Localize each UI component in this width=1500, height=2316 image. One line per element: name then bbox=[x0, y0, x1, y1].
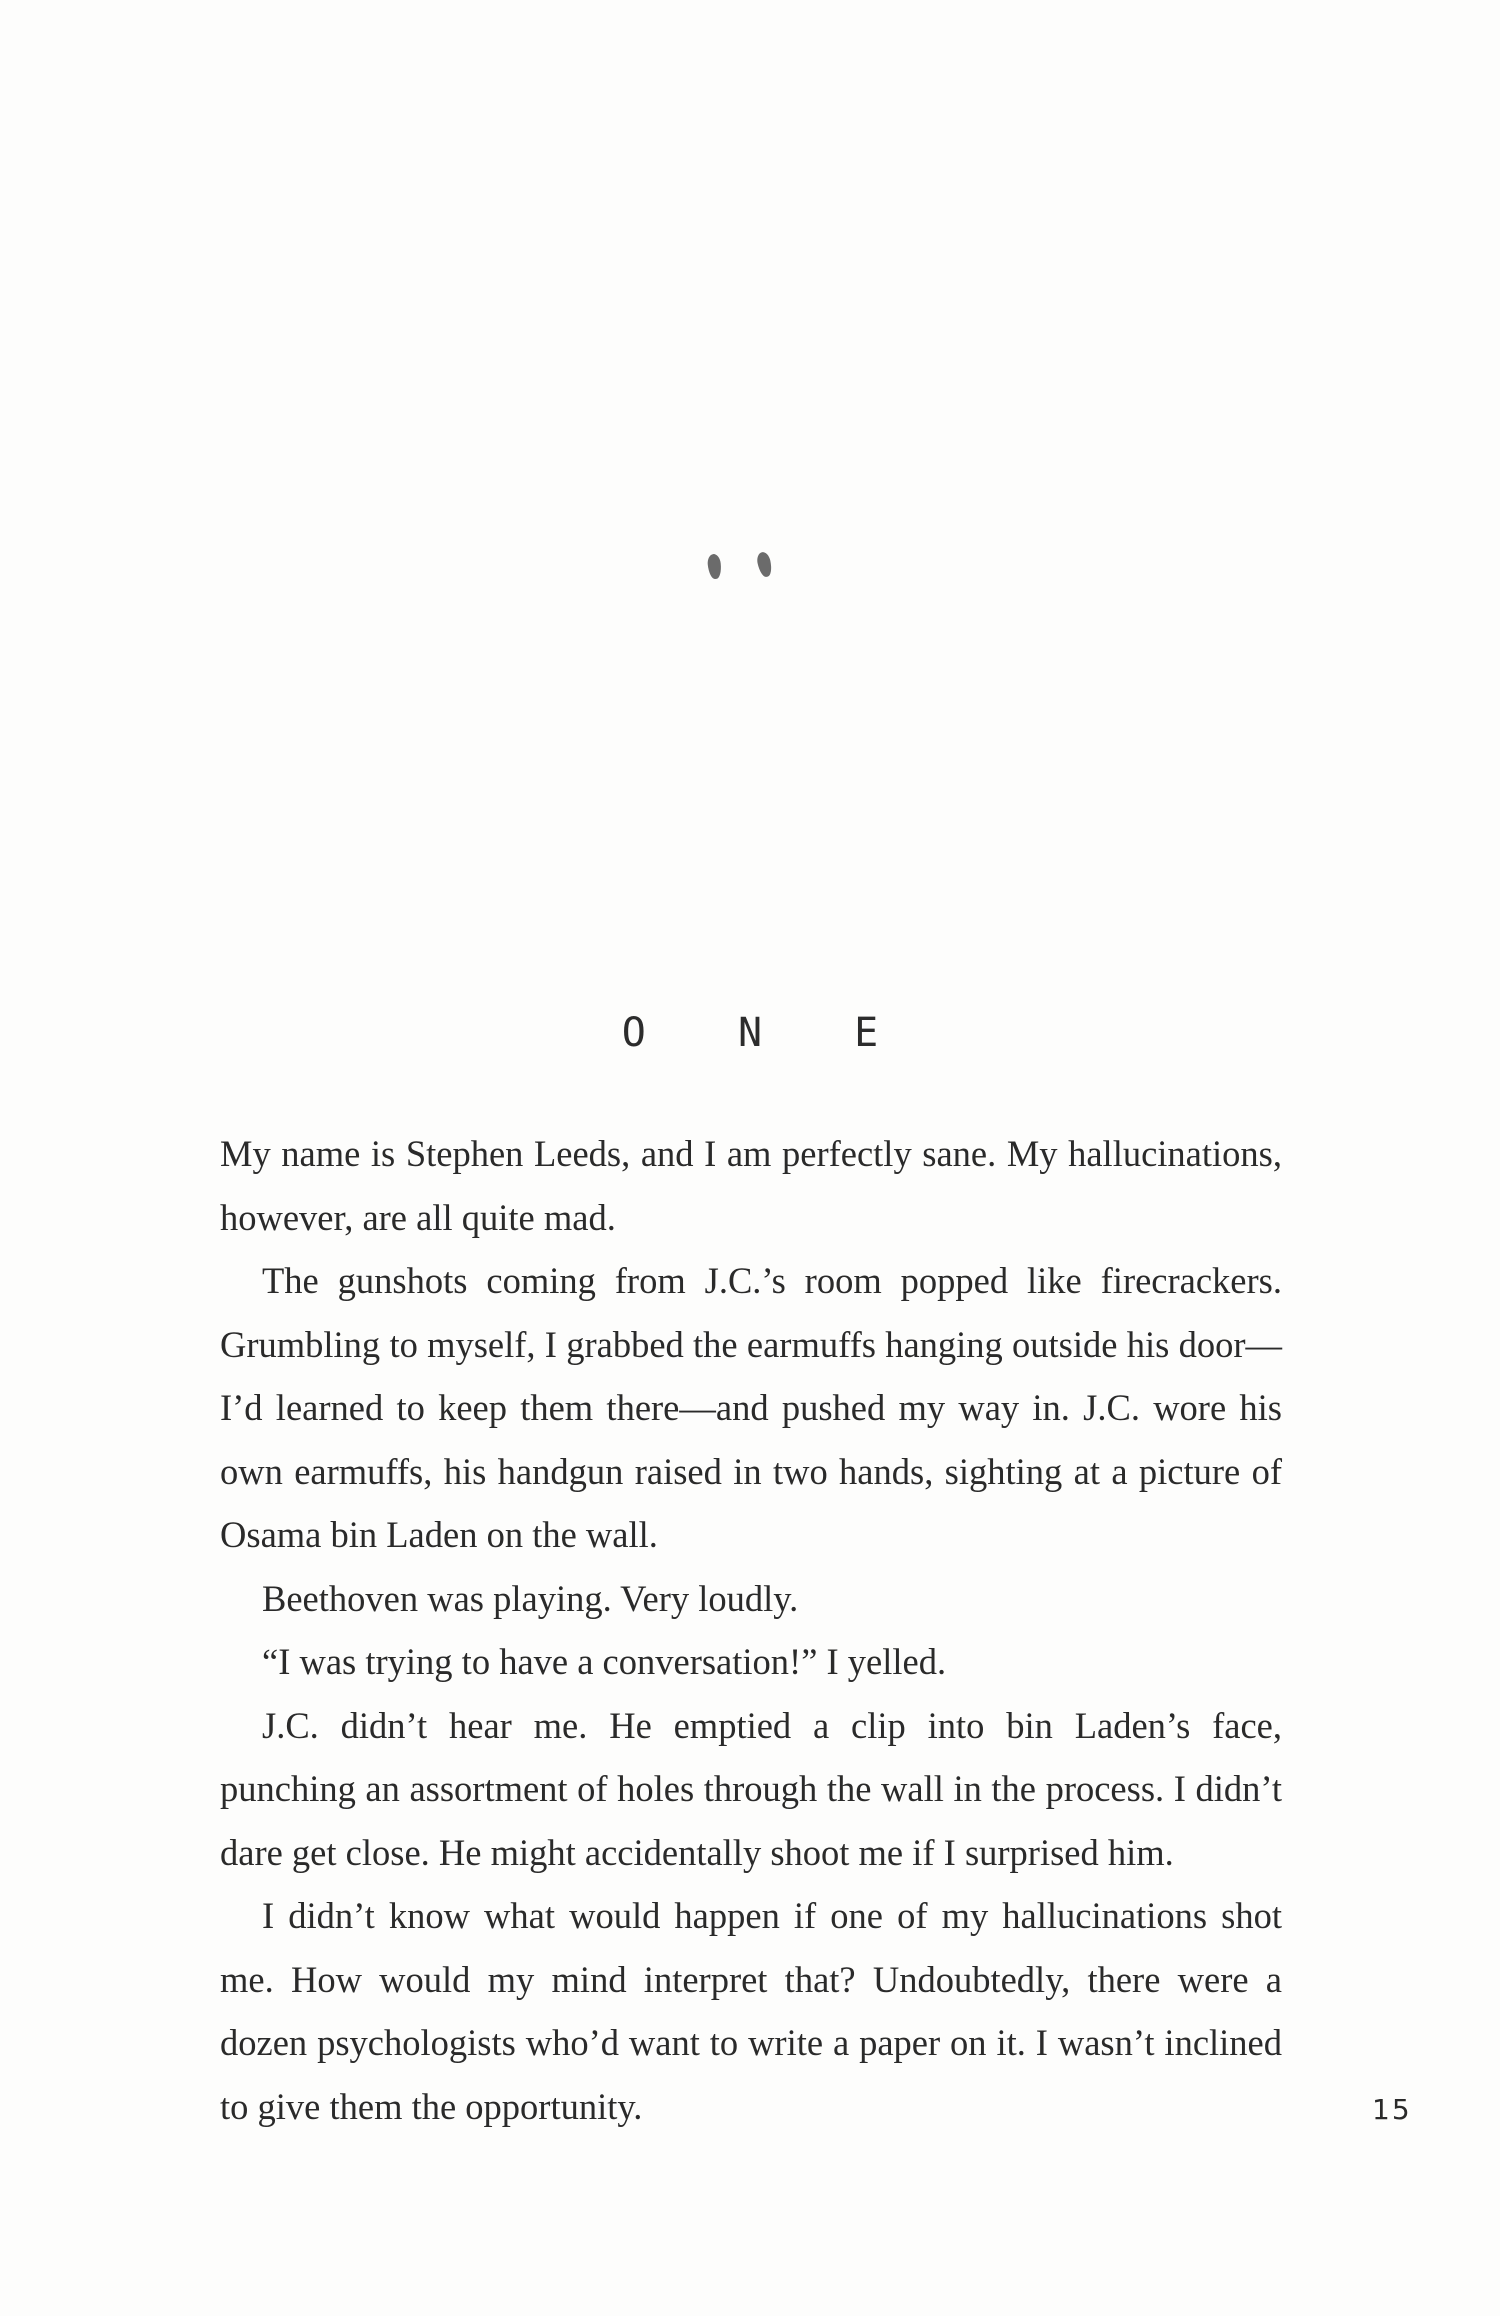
paragraph: Beethoven was playing. Very loudly. bbox=[262, 1577, 799, 1619]
page-number: 15 bbox=[1372, 2093, 1412, 2126]
paragraph: J.C. didn’t hear me. He emptied a clip into bin Laden’s face, punching an assortment of holes through the wall in the process. I didn’t dare get close. He might accidentally shoot me if I surprised him. bbox=[220, 1704, 1282, 1873]
chapter-title: O N E bbox=[621, 1010, 913, 1056]
chapter-body bbox=[220, 1122, 1282, 2138]
paragraph: My name is Stephen Leeds, and I am perfectly sane. My hallucinations, however, are all quite mad. bbox=[220, 1133, 1282, 1238]
paragraph: “I was trying to have a conversation!” I yelled. bbox=[262, 1641, 947, 1682]
drop-left-icon bbox=[707, 553, 723, 579]
paragraph: I didn’t know what would happen if one of my hallucinations shot me. How would my mind interpret that? Undoubtedly, there were a dozen psychologists who’d want to write a paper on it. I wasn’t inclined to give them the opportunity. bbox=[220, 1895, 1282, 2127]
drop-right-icon bbox=[756, 551, 774, 578]
chapter-ornament-icon bbox=[700, 548, 780, 588]
paragraph: The gunshots coming from J.C.’s room popped like firecrackers. Grumbling to myself, I grabbed the earmuffs hanging outside his door—I’d learned to keep them there—and pushed my way in. J.C. wore his own earmuffs, his handgun raised in two hands, sighting at a picture of Osama bin Laden on the wall. bbox=[220, 1260, 1282, 1555]
